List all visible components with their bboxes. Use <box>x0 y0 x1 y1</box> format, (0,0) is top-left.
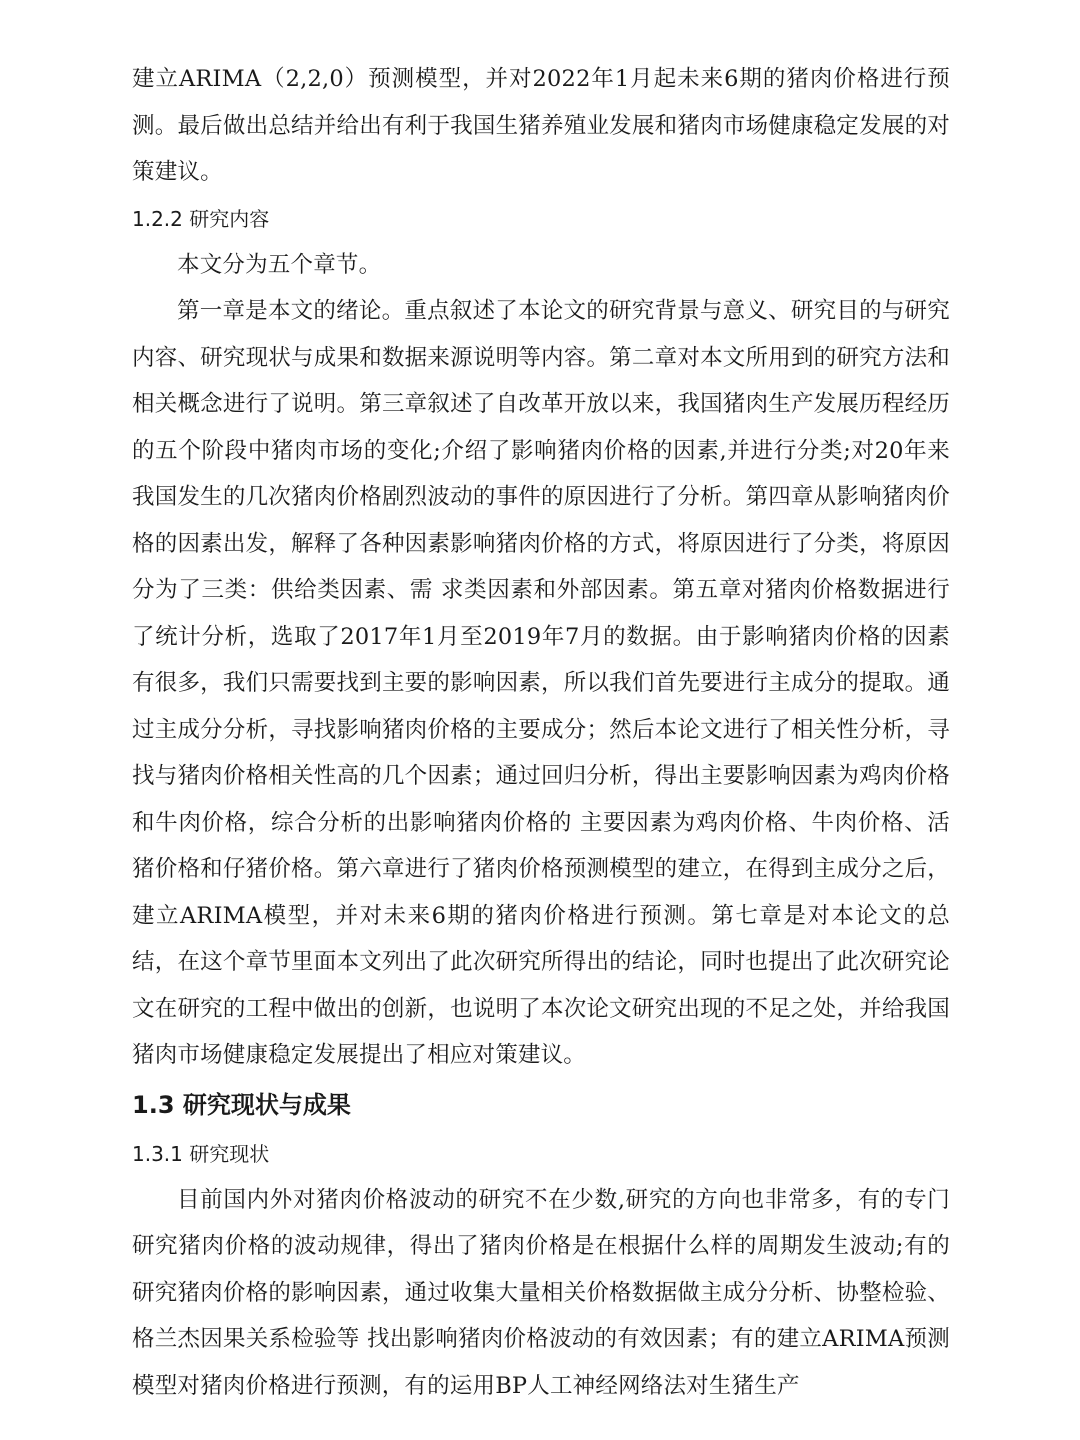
section-heading-1-3: 1.3 研究现状与成果 <box>132 1090 351 1119</box>
section-heading-1-3-1: 1.3.1 研究现状 <box>132 1141 270 1166</box>
intro-tail-paragraph: 建立ARIMA（2,2,0）预测模型，并对2022年1月起未来6期的猪肉价格进行预测。最后做出总结并给出有利于我国生猪养殖业发展和猪肉市场健康稳定发展的对策建议。 <box>132 66 950 185</box>
document-page <box>132 56 950 1409</box>
section-heading-1-2-2: 1.2.2 研究内容 <box>132 206 270 231</box>
research-content-paragraph-1: 本文分为五个章节。 <box>177 251 382 278</box>
research-content-paragraph-2: 第一章是本文的绪论。重点叙述了本论文的研究背景与意义、研究目的与研究内容、研究现状与成果和数据来源说明等内容。第二章对本文所用到的研究方法和相关概念进行了说明。第三章叙述了自改革开放以来，我国猪肉生产发展历程经历的五个阶段中猪肉市场的变化;介绍了影响猪肉价格的因素,并进行分类;对20年来我国发生的几次猪肉价格剧烈波动的事件的原因进行了分析。第四章从影响猪肉价格的因素出发，解释了各种因素影响猪肉价格的方式，将原因进行了分类，将原因分为了三类：供给类因素、需 求类因素和外部因素。第五章对猪肉价格数据进行了统计分析，选取了2017年1月至2019年7月的数据。由于影响猪肉价格的因素有很多，我们只需要找到主要的影响因素，所以我们首先要进行主成分的提取。通过主成分分析，寻找影响猪肉价格的主要成分；然后本论文进行了相关性分析，寻找与猪肉价格相关性高的几个因素；通过回归分析，得出主要影响因素为鸡肉价格和牛肉价格，综合分析的出影响猪肉价格的 主要因素为鸡肉价格、牛肉价格、活猪价格和仔猪价格。第六章进行了猪肉价格预测模型的建立，在得到主成分之后，建立ARIMA模型，并对未来6期的猪肉价格进行预测。第七章是对本论文的总结，在这个章节里面本文列出了此次研究所得出的结论，同时也提出了此次研究论文在研究的工程中做出的创新，也说明了本次论文研究出现的不足之处，并给我国猪肉市场健康稳定发展提出了相应对策建议。 <box>132 298 950 1068</box>
research-status-paragraph-1: 目前国内外对猪肉价格波动的研究不在少数,研究的方向也非常多，有的专门研究猪肉价格的波动规律，得出了猪肉价格是在根据什么样的周期发生波动;有的研究猪肉价格的影响因素，通过收集大量相关价格数据做主成分分析、协整检验、格兰杰因果关系检验等 找出影响猪肉价格波动的有效因素；有的建立ARIMA预测模型对猪肉价格进行预测，有的运用BP人工神经网络法对生猪生产 <box>132 1186 950 1399</box>
